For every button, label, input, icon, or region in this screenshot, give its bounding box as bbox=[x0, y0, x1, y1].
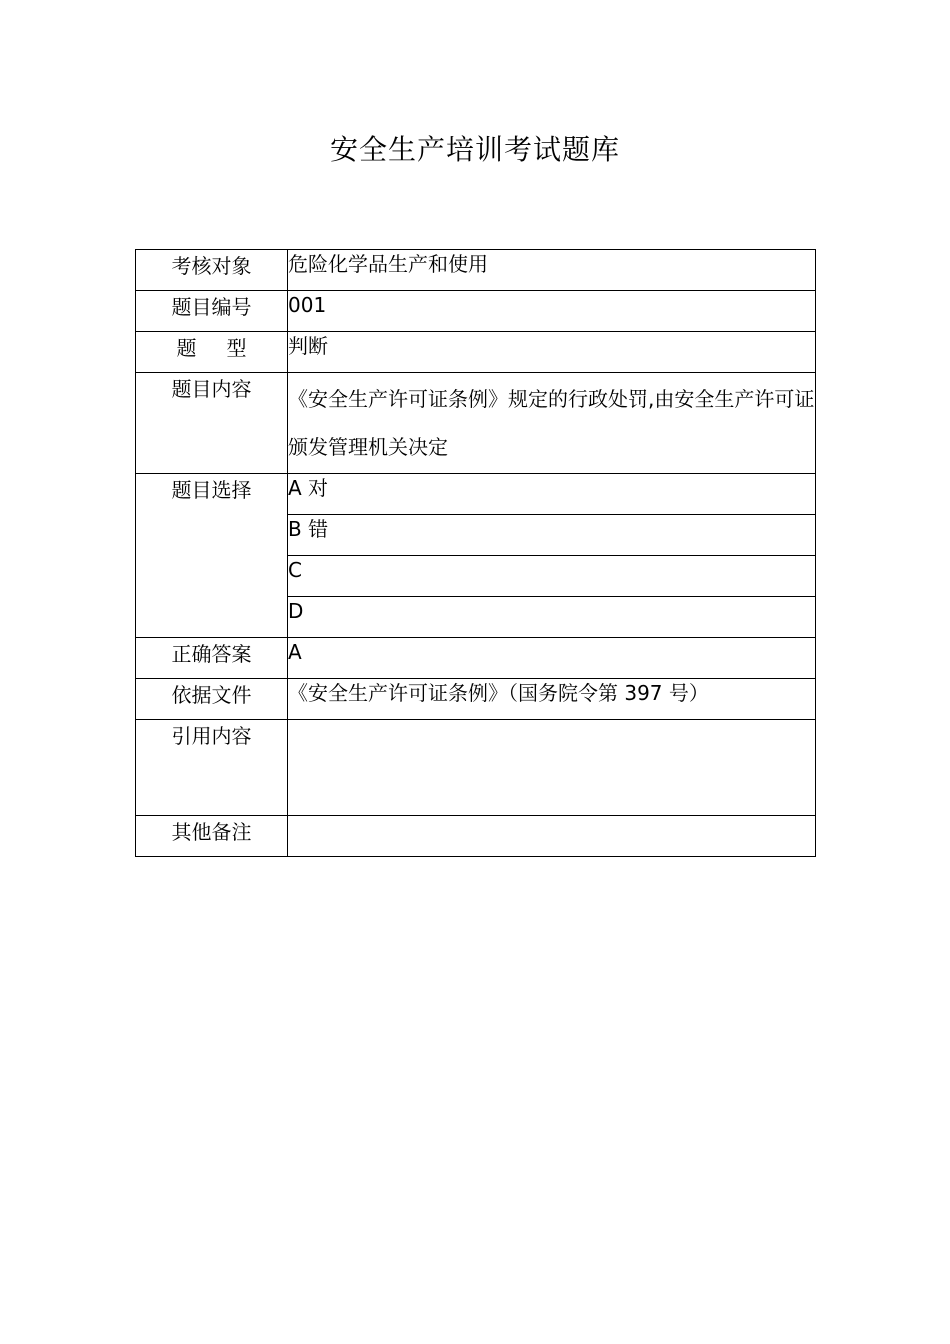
option-d: D bbox=[288, 597, 816, 638]
row-number bbox=[136, 291, 816, 332]
value-target: 危险化学品生产和使用 bbox=[288, 250, 816, 291]
row-content bbox=[136, 373, 816, 474]
value-content: 《安全生产许可证条例》规定的行政处罚,由安全生产许可证颁发管理机关决定 bbox=[288, 373, 816, 474]
label-answer: 正确答案 bbox=[136, 638, 288, 679]
row-basis bbox=[136, 679, 816, 720]
label-options: 题目选择 bbox=[136, 474, 288, 638]
label-target: 考核对象 bbox=[136, 250, 288, 291]
row-target bbox=[136, 250, 816, 291]
row-option-a bbox=[136, 474, 816, 515]
row-notes bbox=[136, 816, 816, 857]
option-b: B 错 bbox=[288, 515, 816, 556]
label-basis: 依据文件 bbox=[136, 679, 288, 720]
option-a: A 对 bbox=[288, 474, 816, 515]
document-title: 安全生产培训考试题库 bbox=[329, 133, 620, 166]
value-quote bbox=[288, 720, 816, 816]
value-notes bbox=[288, 816, 816, 857]
value-number: 001 bbox=[288, 291, 816, 332]
question-form-table bbox=[135, 249, 816, 857]
row-type bbox=[136, 332, 816, 373]
value-basis: 《安全生产许可证条例》（国务院令第 397 号） bbox=[288, 679, 816, 720]
value-type: 判断 bbox=[288, 332, 816, 373]
label-number: 题目编号 bbox=[136, 291, 288, 332]
label-content: 题目内容 bbox=[136, 373, 288, 474]
row-answer bbox=[136, 638, 816, 679]
label-notes: 其他备注 bbox=[136, 816, 288, 857]
label-type-part1: 题 bbox=[176, 336, 197, 360]
label-type-part2: 型 bbox=[226, 336, 247, 360]
value-answer: A bbox=[288, 638, 816, 679]
row-quote bbox=[136, 720, 816, 816]
label-quote: 引用内容 bbox=[136, 720, 288, 816]
option-c: C bbox=[288, 556, 816, 597]
label-type bbox=[136, 332, 288, 373]
